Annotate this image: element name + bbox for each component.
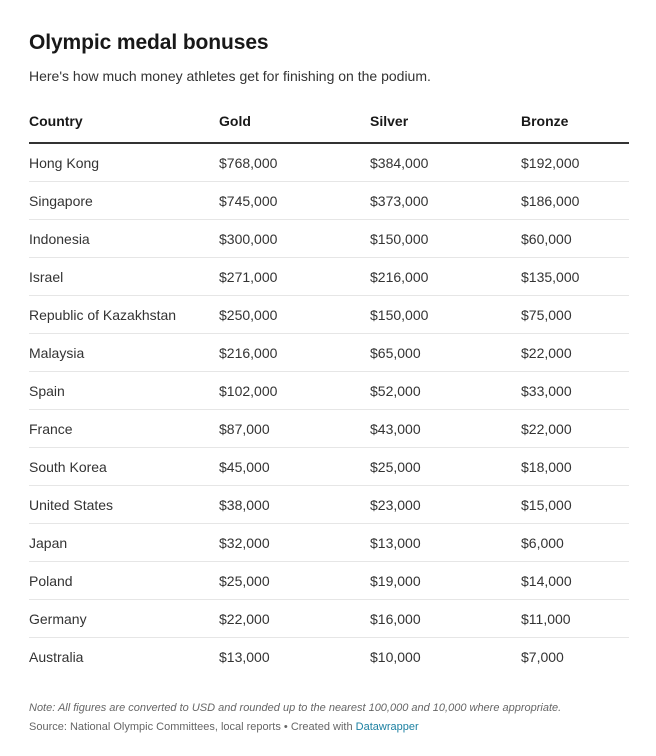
cell-gold: $45,000 <box>219 448 370 486</box>
cell-country: France <box>29 410 219 448</box>
column-header-country: Country <box>29 112 219 143</box>
cell-silver: $373,000 <box>370 182 521 220</box>
cell-bronze: $11,000 <box>521 600 629 638</box>
cell-silver: $25,000 <box>370 448 521 486</box>
table-row <box>29 486 629 524</box>
cell-country: Australia <box>29 648 84 665</box>
cell-bronze: $33,000 <box>521 372 629 410</box>
table-row <box>29 562 629 600</box>
cell-gold: $300,000 <box>219 220 370 258</box>
cell-country: United States <box>29 486 219 524</box>
cell-gold: $271,000 <box>219 258 370 296</box>
cell-bronze: $6,000 <box>521 524 629 562</box>
cell-silver: $52,000 <box>370 372 521 410</box>
cell-silver: $216,000 <box>370 258 521 296</box>
cell-country: Republic of Kazakhstan <box>29 296 219 334</box>
table-row <box>29 410 629 448</box>
cell-gold: $768,000 <box>219 143 370 182</box>
column-header-silver: Silver <box>370 112 521 143</box>
table-row <box>29 372 629 410</box>
chart-subtitle: Here's how much money athletes get for finishing on the podium. <box>29 68 431 84</box>
cell-gold: $745,000 <box>219 182 370 220</box>
cell-bronze: $15,000 <box>521 486 629 524</box>
cell-gold: $87,000 <box>219 410 370 448</box>
cell-silver: $13,000 <box>370 524 521 562</box>
cell-bronze: $75,000 <box>521 296 629 334</box>
cell-country: Israel <box>29 258 219 296</box>
cell-gold: $38,000 <box>219 486 370 524</box>
table-row <box>29 143 629 182</box>
table-header-row <box>29 112 629 143</box>
cell-country: Poland <box>29 562 219 600</box>
cell-gold: $216,000 <box>219 334 370 372</box>
cell-bronze: $7,000 <box>521 648 564 665</box>
cell-bronze: $186,000 <box>521 182 629 220</box>
table-row <box>29 258 629 296</box>
table-row <box>29 334 629 372</box>
cell-silver: $10,000 <box>370 648 421 665</box>
chart-note: Note: All figures are converted to USD and rounded up to the nearest 100,000 and 10,000 where appropriate. <box>29 702 562 714</box>
chart-title: Olympic medal bonuses <box>29 31 269 54</box>
cell-bronze: $22,000 <box>521 334 629 372</box>
cell-gold: $22,000 <box>219 600 370 638</box>
cell-country: Hong Kong <box>29 143 219 182</box>
datawrapper-link[interactable]: Datawrapper <box>355 721 419 733</box>
cell-bronze: $18,000 <box>521 448 629 486</box>
cell-gold: $25,000 <box>219 562 370 600</box>
cell-country: Japan <box>29 524 219 562</box>
table-row <box>29 182 629 220</box>
table-row <box>29 220 629 258</box>
cell-silver: $16,000 <box>370 600 521 638</box>
cell-silver: $19,000 <box>370 562 521 600</box>
cell-silver: $43,000 <box>370 410 521 448</box>
source-text: Source: National Olympic Committees, local reports • Created with <box>29 721 356 733</box>
table-row <box>29 600 629 638</box>
cell-country: Malaysia <box>29 334 219 372</box>
table-body <box>29 143 629 675</box>
column-header-gold: Gold <box>219 112 370 143</box>
cell-country: Spain <box>29 372 219 410</box>
cell-country: Singapore <box>29 182 219 220</box>
cell-gold: $13,000 <box>219 648 270 665</box>
medal-bonus-table <box>29 112 629 675</box>
cell-bronze: $60,000 <box>521 220 629 258</box>
cell-bronze: $192,000 <box>521 143 629 182</box>
table-row <box>29 524 629 562</box>
cell-bronze: $135,000 <box>521 258 629 296</box>
table-row <box>29 296 629 334</box>
cell-silver: $384,000 <box>370 143 521 182</box>
cell-country: Germany <box>29 600 219 638</box>
table-row <box>29 448 629 486</box>
cell-silver: $150,000 <box>370 296 521 334</box>
cell-bronze: $14,000 <box>521 562 629 600</box>
cell-gold: $102,000 <box>219 372 370 410</box>
cell-silver: $65,000 <box>370 334 521 372</box>
cell-silver: $150,000 <box>370 220 521 258</box>
cell-silver: $23,000 <box>370 486 521 524</box>
chart-source <box>29 720 628 734</box>
cell-bronze: $22,000 <box>521 410 629 448</box>
cell-gold: $250,000 <box>219 296 370 334</box>
table-row <box>29 638 629 676</box>
cell-country: South Korea <box>29 448 219 486</box>
column-header-bronze: Bronze <box>521 112 629 143</box>
cell-gold: $32,000 <box>219 524 370 562</box>
cell-country: Indonesia <box>29 220 219 258</box>
